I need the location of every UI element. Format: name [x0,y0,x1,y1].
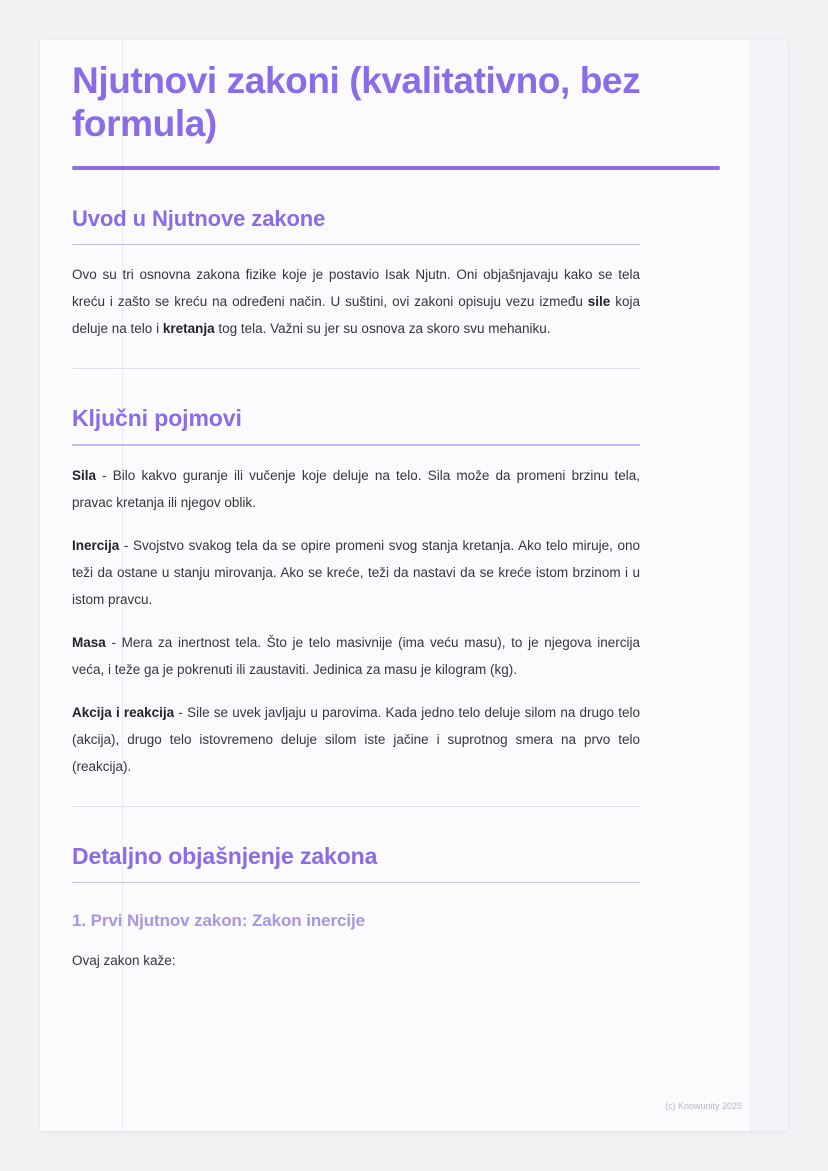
paragraph-masa: Masa - Mera za inertnost tela. Što je telo masivnije (ima veću masu), to je njegova inercija veća, i teže ga je pokrenuti ili zaustaviti. Jedinica za masu je kilogram (kg). [72,634,640,677]
content-divider-1 [72,368,640,369]
paragraph-inercija: Inercija - Svojstvo svakog tela da se opire promeni svog stanja kretanja. Ako telo miruje, ono teži da ostane u stanju mirovanja. Ako se kreće, teži da nastavi da se kreće istom brzinom i u istom pravcu. [72,537,640,607]
page-right-margin [751,40,788,1131]
paragraph-intro: Ovo su tri osnovna zakona fizike koje je postavio Isak Njutn. Oni objašnjavaju kako se tela kreću i zašto se kreću na određeni način. U suštini, ovi zakoni opisuju vezu između sile koja deluje na telo i kretanja tog tela. Važni su jer su osnova za skoro svu mehaniku. [72,267,640,337]
subsection-heading-first-law: 1. Prvi Njutnov zakon: Zakon inercije [72,911,365,931]
section-heading-detailed: Detaljno objašnjenje zakona [72,842,378,869]
section-divider-key-terms [72,444,640,446]
page-footer: (c) Knowunity 2025 [664,1101,742,1111]
page-title: Njutnovi zakoni (kvalitativno, bez formula) [72,60,641,144]
content-divider-2 [72,806,640,807]
section-heading-key-terms: Ključni pojmovi [72,405,242,432]
section-heading-intro: Uvod u Njutnove zakone [72,205,326,231]
paragraph-sila: Sila - Bilo kakvo guranje ili vučenje koje deluje na telo. Sila može da promeni brzinu tela, pravac kretanja ili njegov oblik. [72,467,640,510]
title-divider [72,166,720,170]
paragraph-first-law-intro: Ovaj zakon kaže: [72,953,176,969]
document-page [40,40,788,1131]
section-divider-detailed [72,882,640,884]
document-content [72,60,720,974]
paragraph-akcija-reakcija: Akcija i reakcija - Sile se uvek javljaju u parovima. Kada jedno telo deluje silom na drugo telo (akcija), drugo telo istovremeno deluje silom iste jačine i suprotnog smera na prvo telo (reakcija). [72,704,641,774]
section-divider-intro [72,244,640,246]
